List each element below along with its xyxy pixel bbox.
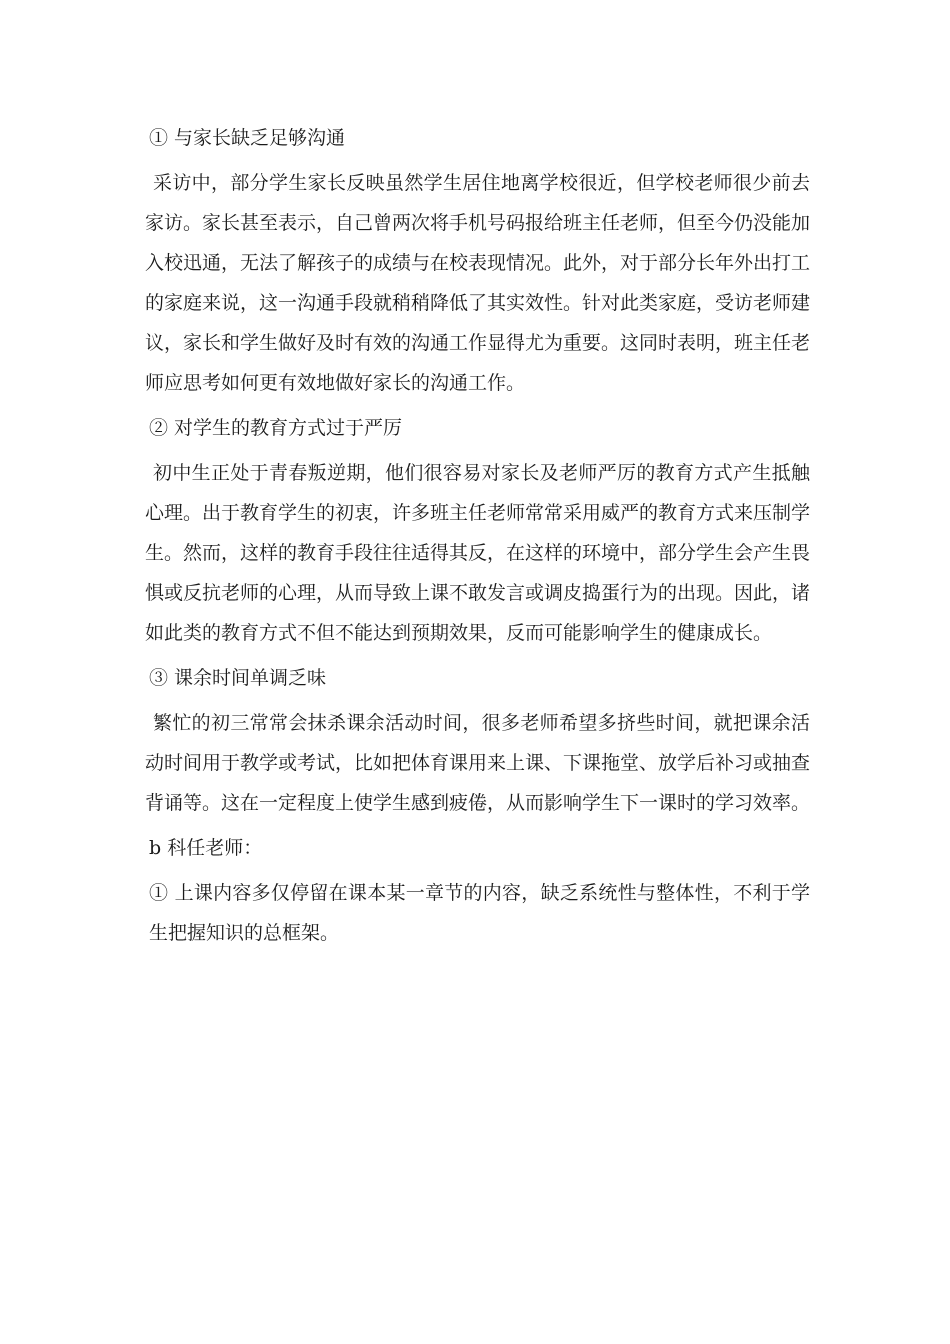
paragraph-parent-communication: 采访中，部分学生家长反映虽然学生居住地离学校很近，但学校老师很少前去家访。家长甚至表示，自己曾两次将手机号码报给班主任老师，但至今仍没能加入校迅通，无法了解孩子的成绩与在校表现情况。此外，对于部分长年外出打工的家庭来说，这一沟通手段就稍稍降低了其实效性。针对此类家庭，受访老师建议，家长和学生做好及时有效的沟通工作显得尤为重要。这同时表明，班主任老师应思考如何更有效地做好家长的沟通工作。 xyxy=(145,172,811,394)
paragraph-subject-teachers-point-1: ① 上课内容多仅停留在课本某一章节的内容，缺乏系统性与整体性，不利于学生把握知识的总框架。 xyxy=(149,882,810,944)
document-body xyxy=(145,118,810,953)
paragraph-strict-education: 初中生正处于青春叛逆期，他们很容易对家长及老师严厉的教育方式产生抵触心理。出于教育学生的初衷，许多班主任老师常常采用威严的教育方式来压制学生。然而，这样的教育手段往往适得其反，在这样的环境中，部分学生会产生畏惧或反抗老师的心理，从而导致上课不敢发言或调皮捣蛋行为的出现。因此，诸如此类的教育方式不但不能达到预期效果，反而可能影响学生的健康成长。 xyxy=(145,462,811,644)
section-heading-subject-teachers: b 科任老师： xyxy=(149,837,263,859)
section-heading-strict-education: ② 对学生的教育方式过于严厉 xyxy=(149,417,403,439)
section-heading-parent-communication: ① 与家长缺乏足够沟通 xyxy=(149,127,346,149)
section-heading-spare-time: ③ 课余时间单调乏味 xyxy=(149,667,327,689)
paragraph-spare-time: 繁忙的初三常常会抹杀课余活动时间，很多老师希望多挤些时间，就把课余活动时间用于教学或考试，比如把体育课用来上课、下课拖堂、放学后补习或抽查背诵等。这在一定程度上使学生感到疲倦，从而影响学生下一课时的学习效率。 xyxy=(145,712,811,814)
